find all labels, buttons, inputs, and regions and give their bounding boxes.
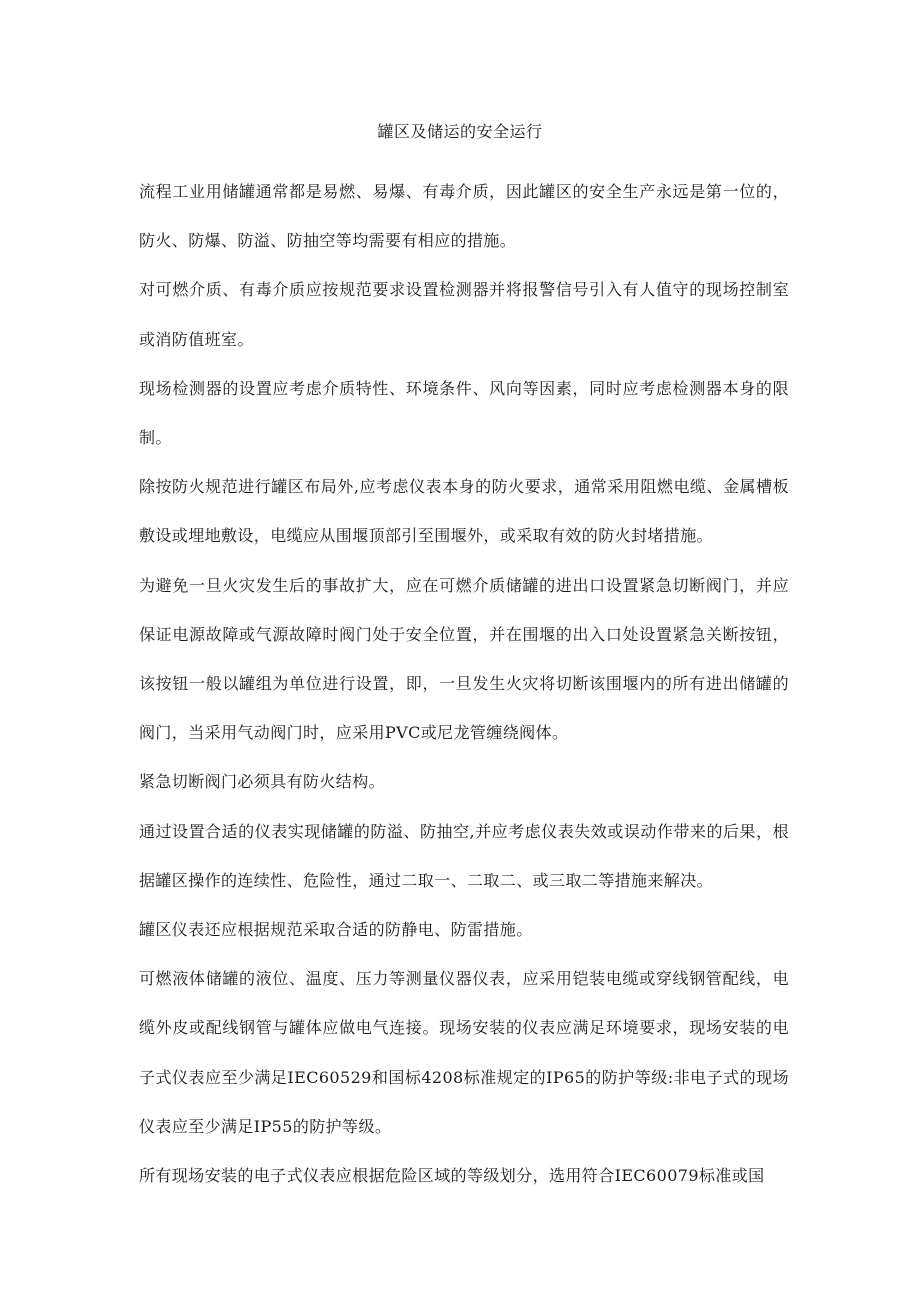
- paragraph: 通过设置合适的仪表实现储罐的防溢、防抽空,并应考虑仪表失效或误动作带来的后果，根据罐区操作的连续性、危险性，通过二取一、二取二、或三取二等措施来解决。: [139, 821, 789, 890]
- document-body: [139, 167, 789, 1200]
- paragraph: 流程工业用储罐通常都是易燃、易爆、有毒介质，因此罐区的安全生产永远是第一位的，防火、防爆、防溢、防抽空等均需要有相应的措施。: [139, 182, 789, 251]
- paragraph: 现场检测器的设置应考虑介质特性、环境条件、风向等因素，同时应考虑检测器本身的限制。: [139, 378, 789, 448]
- paragraph: 罐区仪表还应根据规范采取合适的防静电、防雷措施。: [139, 920, 533, 940]
- paragraph: 可燃液体储罐的液位、温度、压力等测量仪器仪表，应采用铠装电缆或穿线钢管配线，电缆外皮或配线钢管与罐体应做电气连接。现场安装的仪表应满足环境要求，现场安装的电子式仪表应至少满足IEC60529和国标4208标准规定的IP65的防护等级:非电子式的现场仪表应至少满足IP55的防护等级。: [139, 969, 789, 1136]
- paragraph: 紧急切断阀门必须具有防火结构。: [139, 772, 386, 792]
- paragraph: 除按防火规范进行罐区布局外,应考虑仪表本身的防火要求，通常采用阻燃电缆、金属槽板敷设或埋地敷设，电缆应从围堰顶部引至围堰外，或采取有效的防火封堵措施。: [139, 477, 789, 546]
- paragraph: 所有现场安装的电子式仪表应根据危险区域的等级划分，选用符合IEC60079标准或国: [139, 1166, 765, 1186]
- document-title: 罐区及储运的安全运行: [377, 122, 543, 141]
- paragraph: 为避免一旦火灾发生后的事故扩大，应在可燃介质储罐的进出口设置紧急切断阀门，并应保证电源故障或气源故障时阀门处于安全位置，并在围堰的出入口处设置紧急关断按钮，该按钮一般以罐组为单位进行设置，即，一旦发生火灾将切断该围堰内的所有进出储罐的阀门，当采用气动阀门时，应采用PVC或尼龙管缠绕阀体。: [139, 575, 789, 743]
- paragraph: 对可燃介质、有毒介质应按规范要求设置检测器并将报警信号引入有人值守的现场控制室或消防值班室。: [139, 280, 789, 349]
